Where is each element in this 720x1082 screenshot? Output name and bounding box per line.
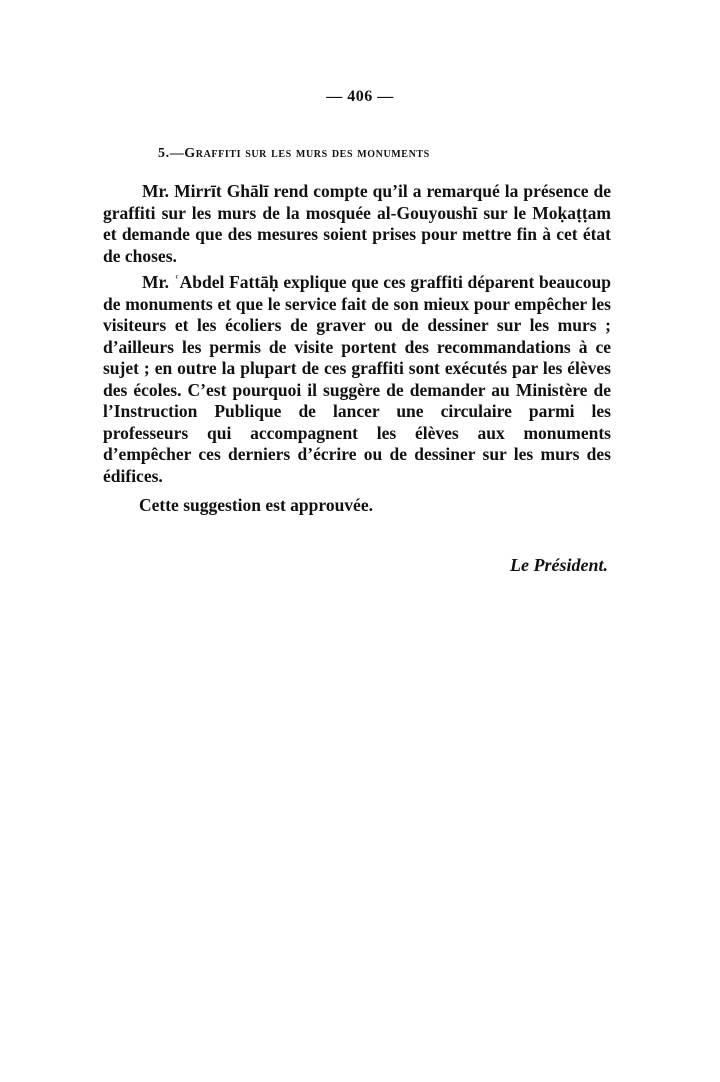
signature-le-president: Le Président. <box>510 555 608 575</box>
paragraph-mirrit-ghali: Mr. Mirrīt Ghālī rend compte qu’il a remarqué la présence de graffiti sur les murs de la mosquée al-Gouyoushī sur le Moḳaṭṭam et demande que des mesures soient prises pour mettre fin à cet état de choses. <box>103 181 611 266</box>
page-number: — 406 — <box>326 88 394 105</box>
section-heading: 5.—Graffiti sur les murs des monuments <box>158 146 430 161</box>
paragraph-approval: Cette suggestion est approuvée. <box>139 495 373 515</box>
paragraph-abdel-fattah: Mr. ʿAbdel Fattāḥ explique que ces graffiti déparent beaucoup de monuments et que le service fait de son mieux pour empêcher les visiteurs et les écoliers de graver ou de dessiner sur les murs ; d’ailleurs les permis de visite portent des recommandations à ce sujet ; en outre la plupart de ces graffiti sont exécutés par les élèves des écoles. C’est pourquoi il suggère de demander au Ministère de l’Instruction Publique de lancer une circulaire parmi les professeurs qui accompagnent les élèves aux monuments d’empêcher ces derniers d’écrire ou de dessiner sur les murs des édifices. <box>103 272 611 486</box>
